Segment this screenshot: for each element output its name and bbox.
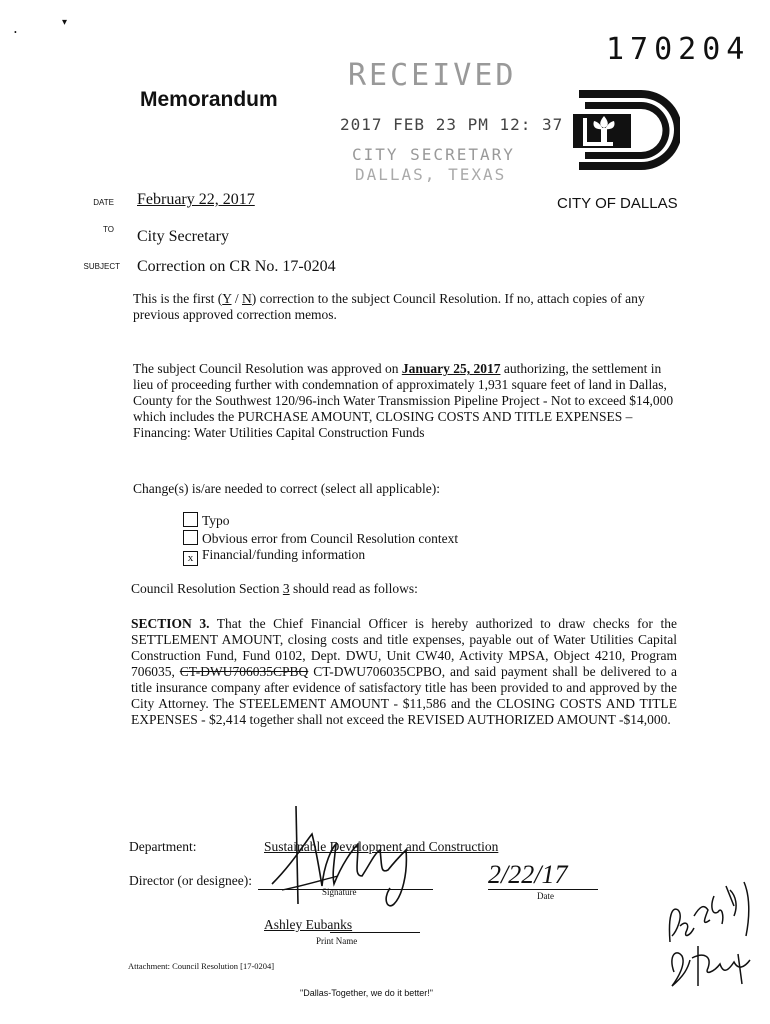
- stamp-datetime: 2017 FEB 23 PM 12: 37: [340, 115, 564, 134]
- document-number: 170204: [606, 32, 751, 67]
- date-caption: Date: [537, 891, 554, 901]
- checklist-item-obvious-error: Obvious error from Council Resolution context: [183, 530, 458, 547]
- checkbox: [183, 512, 198, 527]
- date-label: DATE: [93, 198, 114, 207]
- signature-caption: Signature: [322, 887, 357, 897]
- to-value: City Secretary: [137, 228, 229, 245]
- subject-label: SUBJECT: [83, 262, 120, 271]
- stamp-office: CITY SECRETARY: [352, 145, 515, 164]
- attachment-note: Attachment: Council Resolution [17-0204]: [128, 961, 275, 971]
- date-line: [488, 889, 598, 890]
- handwritten-date: 2/22/17: [488, 860, 568, 889]
- section-heading: SECTION 3.: [131, 616, 210, 631]
- subject-value: Correction on CR No. 17-0204: [137, 258, 336, 275]
- stamp-received: RECEIVED: [348, 58, 517, 93]
- department-value: Sustainable Development and Construction: [264, 839, 499, 854]
- to-label: TO: [103, 225, 114, 234]
- date-value: February 22, 2017: [137, 191, 255, 208]
- stamp-city: DALLAS, TEXAS: [355, 165, 507, 184]
- checklist-item-financial: x Financial/funding information: [183, 547, 365, 566]
- handwritten-signature: [262, 804, 432, 912]
- stray-mark: •: [14, 28, 17, 37]
- print-name-caption: Print Name: [316, 936, 358, 946]
- stray-mark: ▾: [62, 17, 68, 28]
- section-3-text: SECTION 3. That the Chief Financial Officer is hereby authorized to draw checks for the SETTLEMENT AMOUNT, closing costs and title expenses, payable out of Water Utilities Capital Construction Fund, Fund 0102, Dept. DWU, Unit CW40, Activity MPSA, Object 4210, Program 706035, CT-DWU706035CPBQ CT-DWU706035CPBO, and said payment shall be delivered to a title insurance company after evidence of satisfactory title has been provided to and approved by the City Attorney. The STEELEMENT AMOUNT - $11,586 and the CLOSING COSTS AND TITLE EXPENSES - $2,414 together shall not exceed the REVISED AUTHORIZED AMOUNT -$14,000.: [131, 616, 677, 727]
- print-name-line: [330, 932, 420, 933]
- changes-needed-paragraph: Change(s) is/are needed to correct (select all applicable):: [133, 481, 440, 496]
- director-label: Director (or designee):: [129, 873, 252, 888]
- approval-date: January 25, 2017: [401, 361, 501, 376]
- memo-title: Memorandum: [140, 88, 278, 111]
- checklist-item-typo: Typo: [183, 512, 230, 529]
- checkbox-checked: x: [183, 551, 198, 566]
- department-label: Department:: [129, 839, 197, 854]
- print-name-value: Ashley Eubanks: [264, 917, 353, 932]
- city-motto: "Dallas-Together, we do it better!": [300, 988, 433, 998]
- resolution-summary-paragraph: The subject Council Resolution was approved on January 25, 2017 authorizing, the settlement in lieu of proceeding further with condemnation of approximately 1,931 square feet of land in Dallas, County for the Southwest 120/96-inch Water Transmission Pipeline Project - Not to exceed $14,000 which includes the PURCHASE AMOUNT, CLOSING COSTS AND TITLE EXPENSES – Financing: Water Utilities Capital Construction Funds: [133, 361, 674, 440]
- section-reference-paragraph: Council Resolution Section 3 should read as follows:: [131, 581, 418, 596]
- checkbox: [183, 530, 198, 545]
- handwritten-initials: [664, 876, 764, 996]
- city-name: CITY OF DALLAS: [557, 195, 678, 212]
- correction-count-paragraph: This is the first (Y / N) correction to the subject Council Resolution. If no, attach copies of any previous approved correction memos.: [133, 291, 645, 322]
- city-of-dallas-logo: [565, 88, 680, 183]
- struck-account-code: CT-DWU706035CPBQ: [179, 664, 309, 679]
